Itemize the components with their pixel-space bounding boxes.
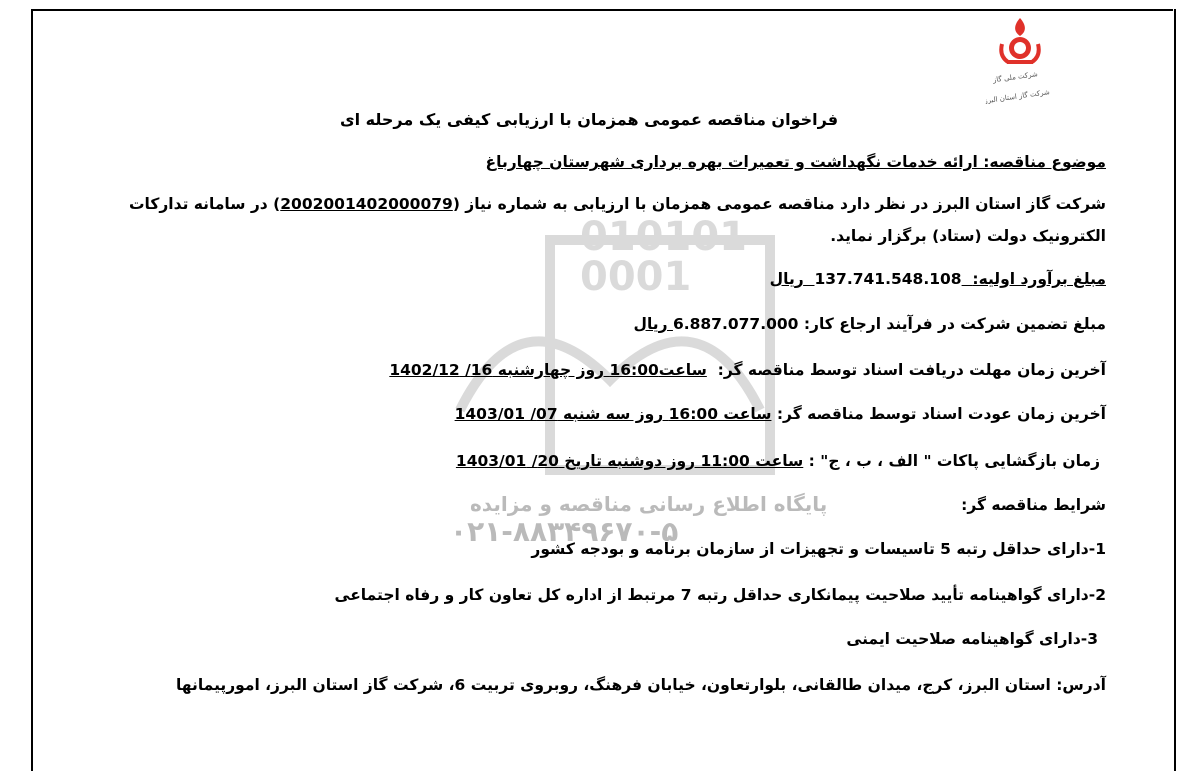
guarantee-unit: ریال: [633, 315, 668, 333]
svg-text:0001: 0001: [580, 254, 692, 300]
svg-text:شرکت ملی گاز: شرکت ملی گاز: [992, 70, 1039, 85]
guarantee-label: مبلغ تضمین شرکت در فرآیند ارجاع کار:: [803, 315, 1106, 333]
condition-item-2: 2-دارای گواهینامه تأیید صلاحیت پیمانکاری حداقل رتبه 7 مرتبط از اداره کل تعاون کار و رفاه اجتماعی: [334, 586, 1106, 604]
deadline-receive-value: ساعت16:00 روز چهارشنبه 16/ 1402/12: [389, 361, 707, 379]
deadline-return-line: [455, 405, 1106, 423]
svg-text:شرکت گاز استان البرز: شرکت گاز استان البرز: [983, 88, 1051, 104]
deadline-return-label: آخرین زمان عودت اسناد توسط مناقصه گر:: [776, 405, 1106, 423]
intro-text-before: شرکت گاز استان البرز در نظر دارد مناقصه عمومی همزمان با ارزیابی به شماره نیاز (: [452, 195, 1106, 213]
intro-line2: الکترونیک دولت (ستاد) برگزار نماید.: [830, 227, 1106, 245]
intro-text-after: ) در سامانه تدارکات: [128, 195, 281, 213]
guarantee-line: [634, 315, 1106, 333]
svg-text:010101: 010101: [580, 214, 747, 260]
opening-value: ساعت 11:00 روز دوشنبه تاریخ 20/ 1403/01: [455, 452, 804, 470]
estimate-line: [770, 270, 1106, 288]
opening-label: زمان بازگشایی پاکات " الف ، ب ، ج" :: [808, 452, 1100, 470]
need-number: 2002001402000079: [280, 195, 453, 213]
guarantee-amount: [634, 315, 799, 333]
flame-logo-icon: [980, 14, 1060, 104]
conditions-heading: شرایط مناقصه گر:: [961, 496, 1106, 514]
opening-line: [456, 452, 1100, 470]
estimate-unit: ریال: [769, 270, 804, 288]
deadline-receive-label: آخرین زمان مهلت دریافت اسناد توسط مناقصه گر:: [717, 361, 1106, 379]
subject-line: موضوع مناقصه: ارائه خدمات نگهداشت و تعمیرات بهره برداری شهرستان چهارباغ: [485, 153, 1106, 171]
estimate-label: مبلغ برآورد اولیه:: [972, 270, 1106, 288]
deadline-receive-line: [389, 361, 1106, 379]
condition-item-3: 3-دارای گواهینامه صلاحیت ایمنی: [846, 630, 1098, 648]
page-title: فراخوان مناقصه عمومی همزمان با ارزیابی کیفی یک مرحله ای: [339, 110, 839, 129]
gas-company-logo: [980, 14, 1060, 104]
estimate-value: 137.741.548.108: [814, 270, 962, 288]
condition-item-1: 1-دارای حداقل رتبه 5 تاسیسات و تجهیزات از سازمان برنامه و بودجه کشور: [531, 540, 1106, 558]
watermark-text: پایگاه اطلاع رسانی مناقصه و مزایده: [470, 492, 828, 516]
address-line: آدرس: استان البرز، کرج، میدان طالقانی، بلوارتعاون، خیابان فرهنگ، روبروی تربیت 6، شرکت گاز استان البرز، امورپیمانها: [175, 676, 1106, 694]
guarantee-value: 6.887.077.000: [672, 315, 799, 333]
intro-paragraph: [129, 195, 1106, 213]
deadline-return-value: ساعت 16:00 روز سه شنبه 07/ 1403/01: [454, 405, 772, 423]
watermark-phone: ۰۲۱-۸۸۳۴۹۶۷۰-۵: [450, 515, 679, 548]
